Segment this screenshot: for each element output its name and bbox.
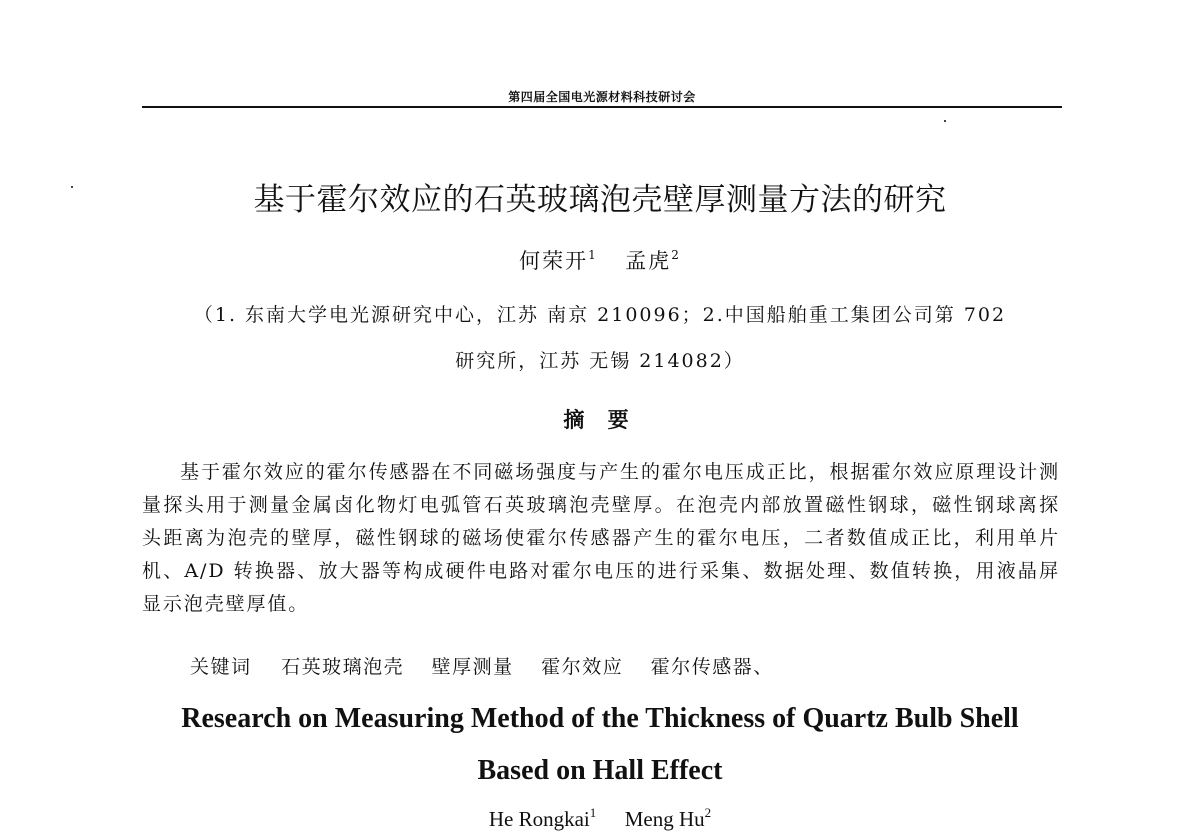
paper-title-en-line-2: Based on Hall Effect [477, 755, 723, 786]
author-en-name: Meng Hu [624, 807, 705, 831]
author-en-sup: 1 [589, 805, 597, 820]
affiliation-line-2: 研究所，江苏 无锡 214082） [455, 350, 745, 372]
author-cn-sup: 2 [671, 248, 681, 262]
running-header: 第四届全国电光源材料科技研讨会 [508, 90, 696, 104]
affiliation-line-1: （1. 东南大学电光源研究中心，江苏 南京 210096；2.中国船舶重工集团公司第 702 [193, 304, 1007, 326]
author-cn-sup: 1 [588, 248, 598, 262]
authors-cn [0, 245, 1200, 275]
scan-speck [944, 120, 946, 122]
abstract-heading: 摘 要 [563, 408, 637, 432]
keywords [190, 652, 1060, 679]
keyword-item: 石英玻璃泡壳 [281, 656, 405, 678]
keyword-item: 霍尔效应 [541, 656, 624, 678]
keyword-item: 霍尔传感器、 [650, 656, 774, 678]
author-en-name: He Rongkai [488, 807, 590, 831]
author-cn-name: 何荣开 [519, 249, 589, 273]
paper-title-cn: 基于霍尔效应的石英玻璃泡壳壁厚测量方法的研究 [253, 182, 947, 218]
abstract-body: 基于霍尔效应的霍尔传感器在不同磁场强度与产生的霍尔电压成正比，根据霍尔效应原理设计测量探头用于测量金属卤化物灯电弧管石英玻璃泡壳壁厚。在泡壳内部放置磁性钢球，磁性钢球离探头距离为泡壳的壁厚，磁性钢球的磁场使霍尔传感器产生的霍尔电压，二者数值成正比，利用单片机、A/D 转换器、放大器等构成硬件电路对霍尔电压的进行采集、数据处理、数值转换，用液晶屏显示泡壳壁厚值。 [142, 461, 1060, 615]
authors-en [0, 805, 1200, 832]
header-rule [142, 106, 1062, 108]
paper-title-en-line-1: Research on Measuring Method of the Thickness of Quartz Bulb Shell [181, 703, 1019, 734]
keyword-item: 壁厚测量 [431, 656, 514, 678]
keywords-label: 关键词 [190, 656, 252, 678]
author-en-sup: 2 [704, 805, 712, 820]
author-cn-name: 孟虎 [625, 249, 672, 273]
